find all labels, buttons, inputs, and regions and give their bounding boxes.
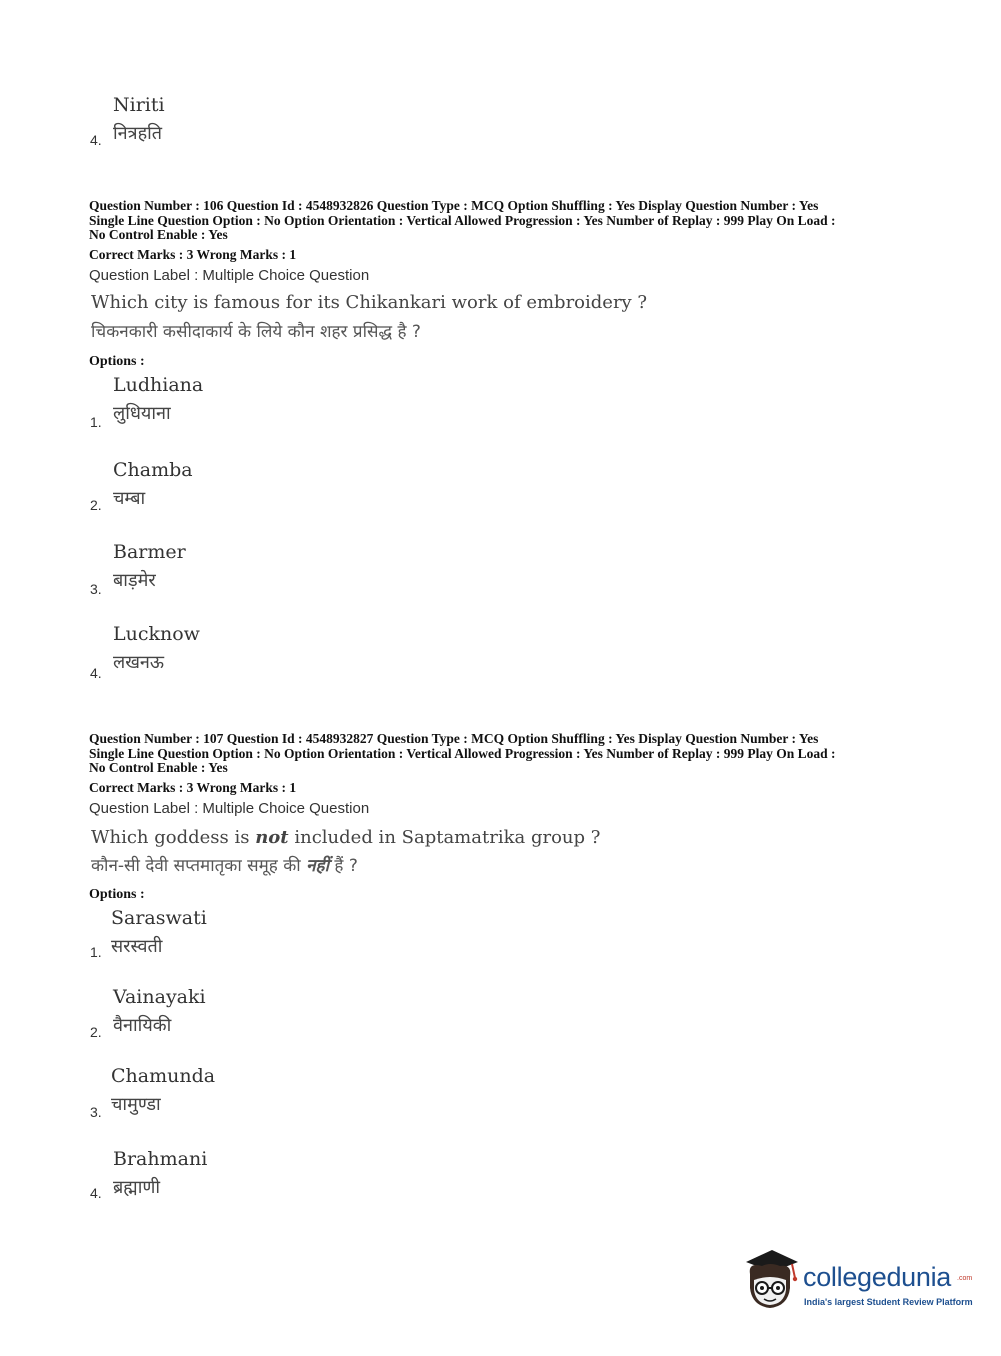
option-en-text: Barmer bbox=[113, 541, 186, 563]
option-hi-text: नित्रहति bbox=[113, 123, 163, 144]
question-meta-line2: Single Line Question Option : No Option Orientation : Vertical Allowed Progression : Yes Number of Replay : 999 Play On Load : bbox=[89, 746, 836, 761]
question-meta-line2: Single Line Question Option : No Option Orientation : Vertical Allowed Progression : Yes Number of Replay : 999 Play On Load : bbox=[89, 213, 836, 228]
marks-info: Correct Marks : 3 Wrong Marks : 1 bbox=[89, 780, 297, 795]
option-en-text: Ludhiana bbox=[113, 374, 204, 396]
option-hi-text: चम्बा bbox=[113, 488, 146, 509]
question-text-hi: चिकनकारी कसीदाकार्य के लिये कौन शहर प्रसिद्ध है ? bbox=[91, 322, 421, 342]
logo-wordmark: collegedunia bbox=[803, 1262, 952, 1292]
option-number: 4. bbox=[90, 1185, 102, 1201]
question-text-hi-emphasis: नहीं bbox=[306, 856, 329, 876]
option-en-text: Lucknow bbox=[113, 623, 200, 645]
option-number: 1. bbox=[90, 414, 102, 430]
question-text-hi-part: हैं ? bbox=[328, 856, 358, 876]
option-hi-text: बाड़मेर bbox=[113, 570, 156, 591]
question-label: Question Label : Multiple Choice Question bbox=[89, 800, 370, 817]
option-number: 4. bbox=[90, 665, 102, 681]
question-text-en bbox=[91, 827, 600, 848]
question-text-en-part: included in Saptamatrika group ? bbox=[288, 827, 601, 848]
question-text-hi bbox=[91, 853, 358, 876]
options-heading: Options : bbox=[89, 887, 145, 902]
option-en-text: Saraswati bbox=[111, 907, 207, 929]
options-heading: Options : bbox=[89, 354, 145, 369]
option-number: 2. bbox=[90, 1024, 102, 1040]
option-hi-text: चामुण्डा bbox=[111, 1094, 161, 1115]
option-hi-text: लुधियाना bbox=[113, 403, 171, 424]
logo-tagline: India's largest Student Review Platform bbox=[804, 1297, 973, 1307]
question-meta-line1: Question Number : 107 Question Id : 4548932827 Question Type : MCQ Option Shuffling : Yes Display Question Number : Yes bbox=[89, 731, 819, 746]
option-hi-text: वैनायिकी bbox=[113, 1015, 172, 1036]
option-en-text: Brahmani bbox=[113, 1148, 208, 1170]
question-text-en-part: Which goddess is bbox=[91, 827, 256, 848]
option-number: 2. bbox=[90, 497, 102, 513]
mascot-icon bbox=[740, 1248, 802, 1312]
question-meta-line3: No Control Enable : Yes bbox=[89, 227, 228, 242]
option-number: 3. bbox=[90, 1104, 102, 1120]
option-hi-text: सरस्वती bbox=[111, 936, 163, 957]
option-en-text: Niriti bbox=[113, 94, 165, 116]
logo-suffix: .com bbox=[957, 1275, 973, 1282]
question-meta-line1: Question Number : 106 Question Id : 4548932826 Question Type : MCQ Option Shuffling : Yes Display Question Number : Yes bbox=[89, 198, 819, 213]
option-number: 3. bbox=[90, 581, 102, 597]
question-text-en-emphasis: not bbox=[255, 827, 289, 848]
option-en-text: Vainayaki bbox=[113, 986, 206, 1008]
option-number: 4. bbox=[90, 132, 102, 148]
option-hi-text: लखनऊ bbox=[113, 652, 165, 673]
marks-info: Correct Marks : 3 Wrong Marks : 1 bbox=[89, 247, 297, 262]
option-en-text: Chamunda bbox=[111, 1065, 216, 1087]
option-en-text: Chamba bbox=[113, 459, 193, 481]
question-meta-line3: No Control Enable : Yes bbox=[89, 760, 228, 775]
question-text-en: Which city is famous for its Chikankari work of embroidery ? bbox=[91, 292, 648, 313]
option-number: 1. bbox=[90, 944, 102, 960]
option-hi-text: ब्रह्माणी bbox=[113, 1177, 161, 1198]
question-label: Question Label : Multiple Choice Question bbox=[89, 267, 370, 284]
question-text-hi-part: कौन-सी देवी सप्तमातृका समूह की bbox=[91, 856, 307, 876]
